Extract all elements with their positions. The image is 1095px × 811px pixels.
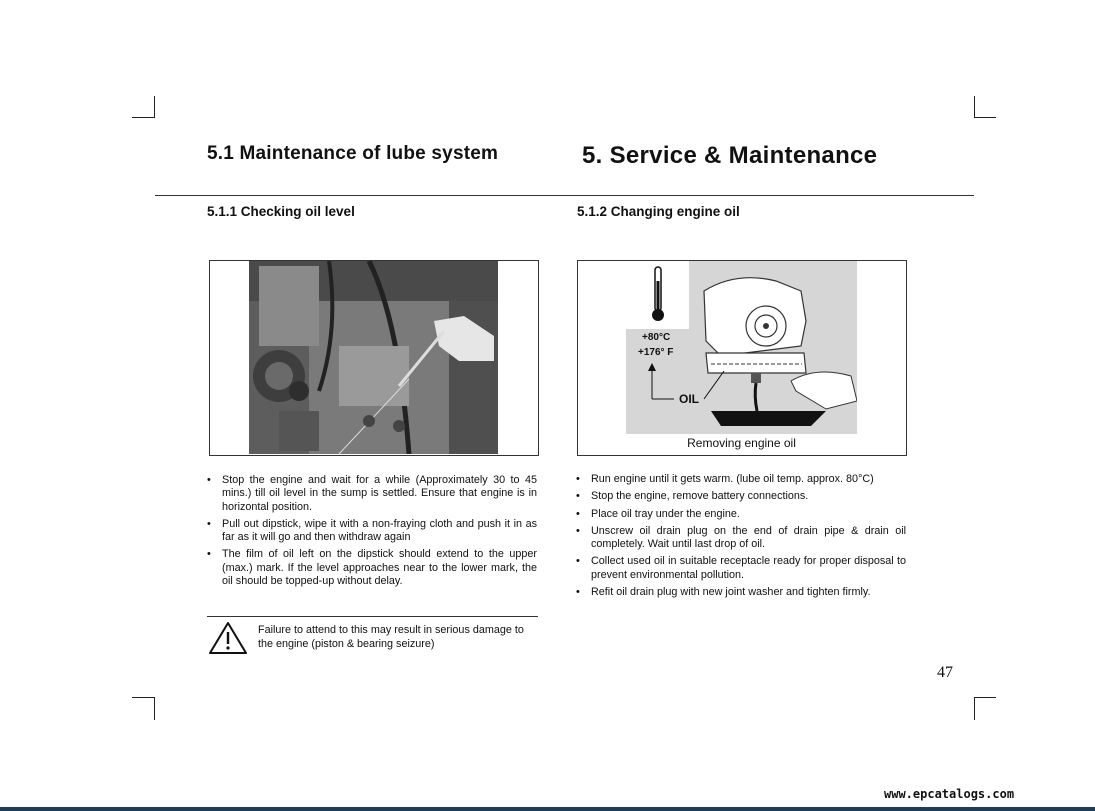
list-item: • Run engine until it gets warm. (lube oil temp. approx. 80°C) xyxy=(576,473,906,486)
list-item: • Pull out dipstick, wipe it with a non-fraying cloth and push it in as far as it will go and then withdraw again xyxy=(207,518,537,545)
crop-mark-top-left-v xyxy=(154,96,155,118)
left-subheading: 5.1.1 Checking oil level xyxy=(207,204,355,219)
list-item: • Stop the engine and wait for a while (Approximately 30 to 45 mins.) till oil level in the sump is settled. Ensure that engine is in horizontal position. xyxy=(207,474,537,514)
list-item: • Unscrew oil drain plug on the end of drain pipe & drain oil completely. Wait until last drop of oil. xyxy=(576,525,906,552)
crop-mark-bottom-right-h xyxy=(974,697,996,698)
crop-mark-bottom-left-h xyxy=(132,697,154,698)
warning-triangle-icon xyxy=(208,621,248,660)
bottom-bar xyxy=(0,807,1095,811)
oil-drain-diagram xyxy=(626,261,857,434)
crop-mark-top-right-h xyxy=(974,117,996,118)
oil-label: OIL xyxy=(679,392,699,406)
header-rule xyxy=(155,195,974,196)
left-bullet-list xyxy=(207,474,537,592)
list-item: • Refit oil drain plug with new joint washer and tighten firmly. xyxy=(576,586,906,599)
section-title: 5.1 Maintenance of lube system xyxy=(207,143,499,164)
right-bullet-list xyxy=(576,473,906,603)
warning-rule xyxy=(207,616,538,617)
chapter-title: 5. Service & Maintenance xyxy=(582,142,878,169)
crop-mark-top-left-h xyxy=(132,117,154,118)
list-item: • The film of oil left on the dipstick should extend to the upper (max.) mark. If the level approaches near to the lower mark, the oil should be topped-up without delay. xyxy=(207,548,537,588)
list-item: • Stop the engine, remove battery connections. xyxy=(576,490,906,503)
page-number: 47 xyxy=(937,664,953,681)
crop-mark-bottom-right-v xyxy=(974,697,975,720)
list-item: • Collect used oil in suitable receptacle ready for proper disposal to prevent environmental pollution. xyxy=(576,555,906,582)
temp-fahrenheit-label: +176° F xyxy=(638,347,674,358)
crop-mark-bottom-left-v xyxy=(154,697,155,720)
warning-text: Failure to attend to this may result in serious damage to the engine (piston & bearing seizure) xyxy=(258,624,524,650)
figure-caption: Removing engine oil xyxy=(687,436,796,450)
crop-mark-top-right-v xyxy=(974,96,975,118)
temp-celsius-label: +80°C xyxy=(642,332,671,343)
engine-dipstick-photo xyxy=(249,261,498,454)
right-subheading: 5.1.2 Changing engine oil xyxy=(577,204,740,219)
list-item: • Place oil tray under the engine. xyxy=(576,508,906,521)
footer-url[interactable]: www.epcatalogs.com xyxy=(884,787,1015,801)
